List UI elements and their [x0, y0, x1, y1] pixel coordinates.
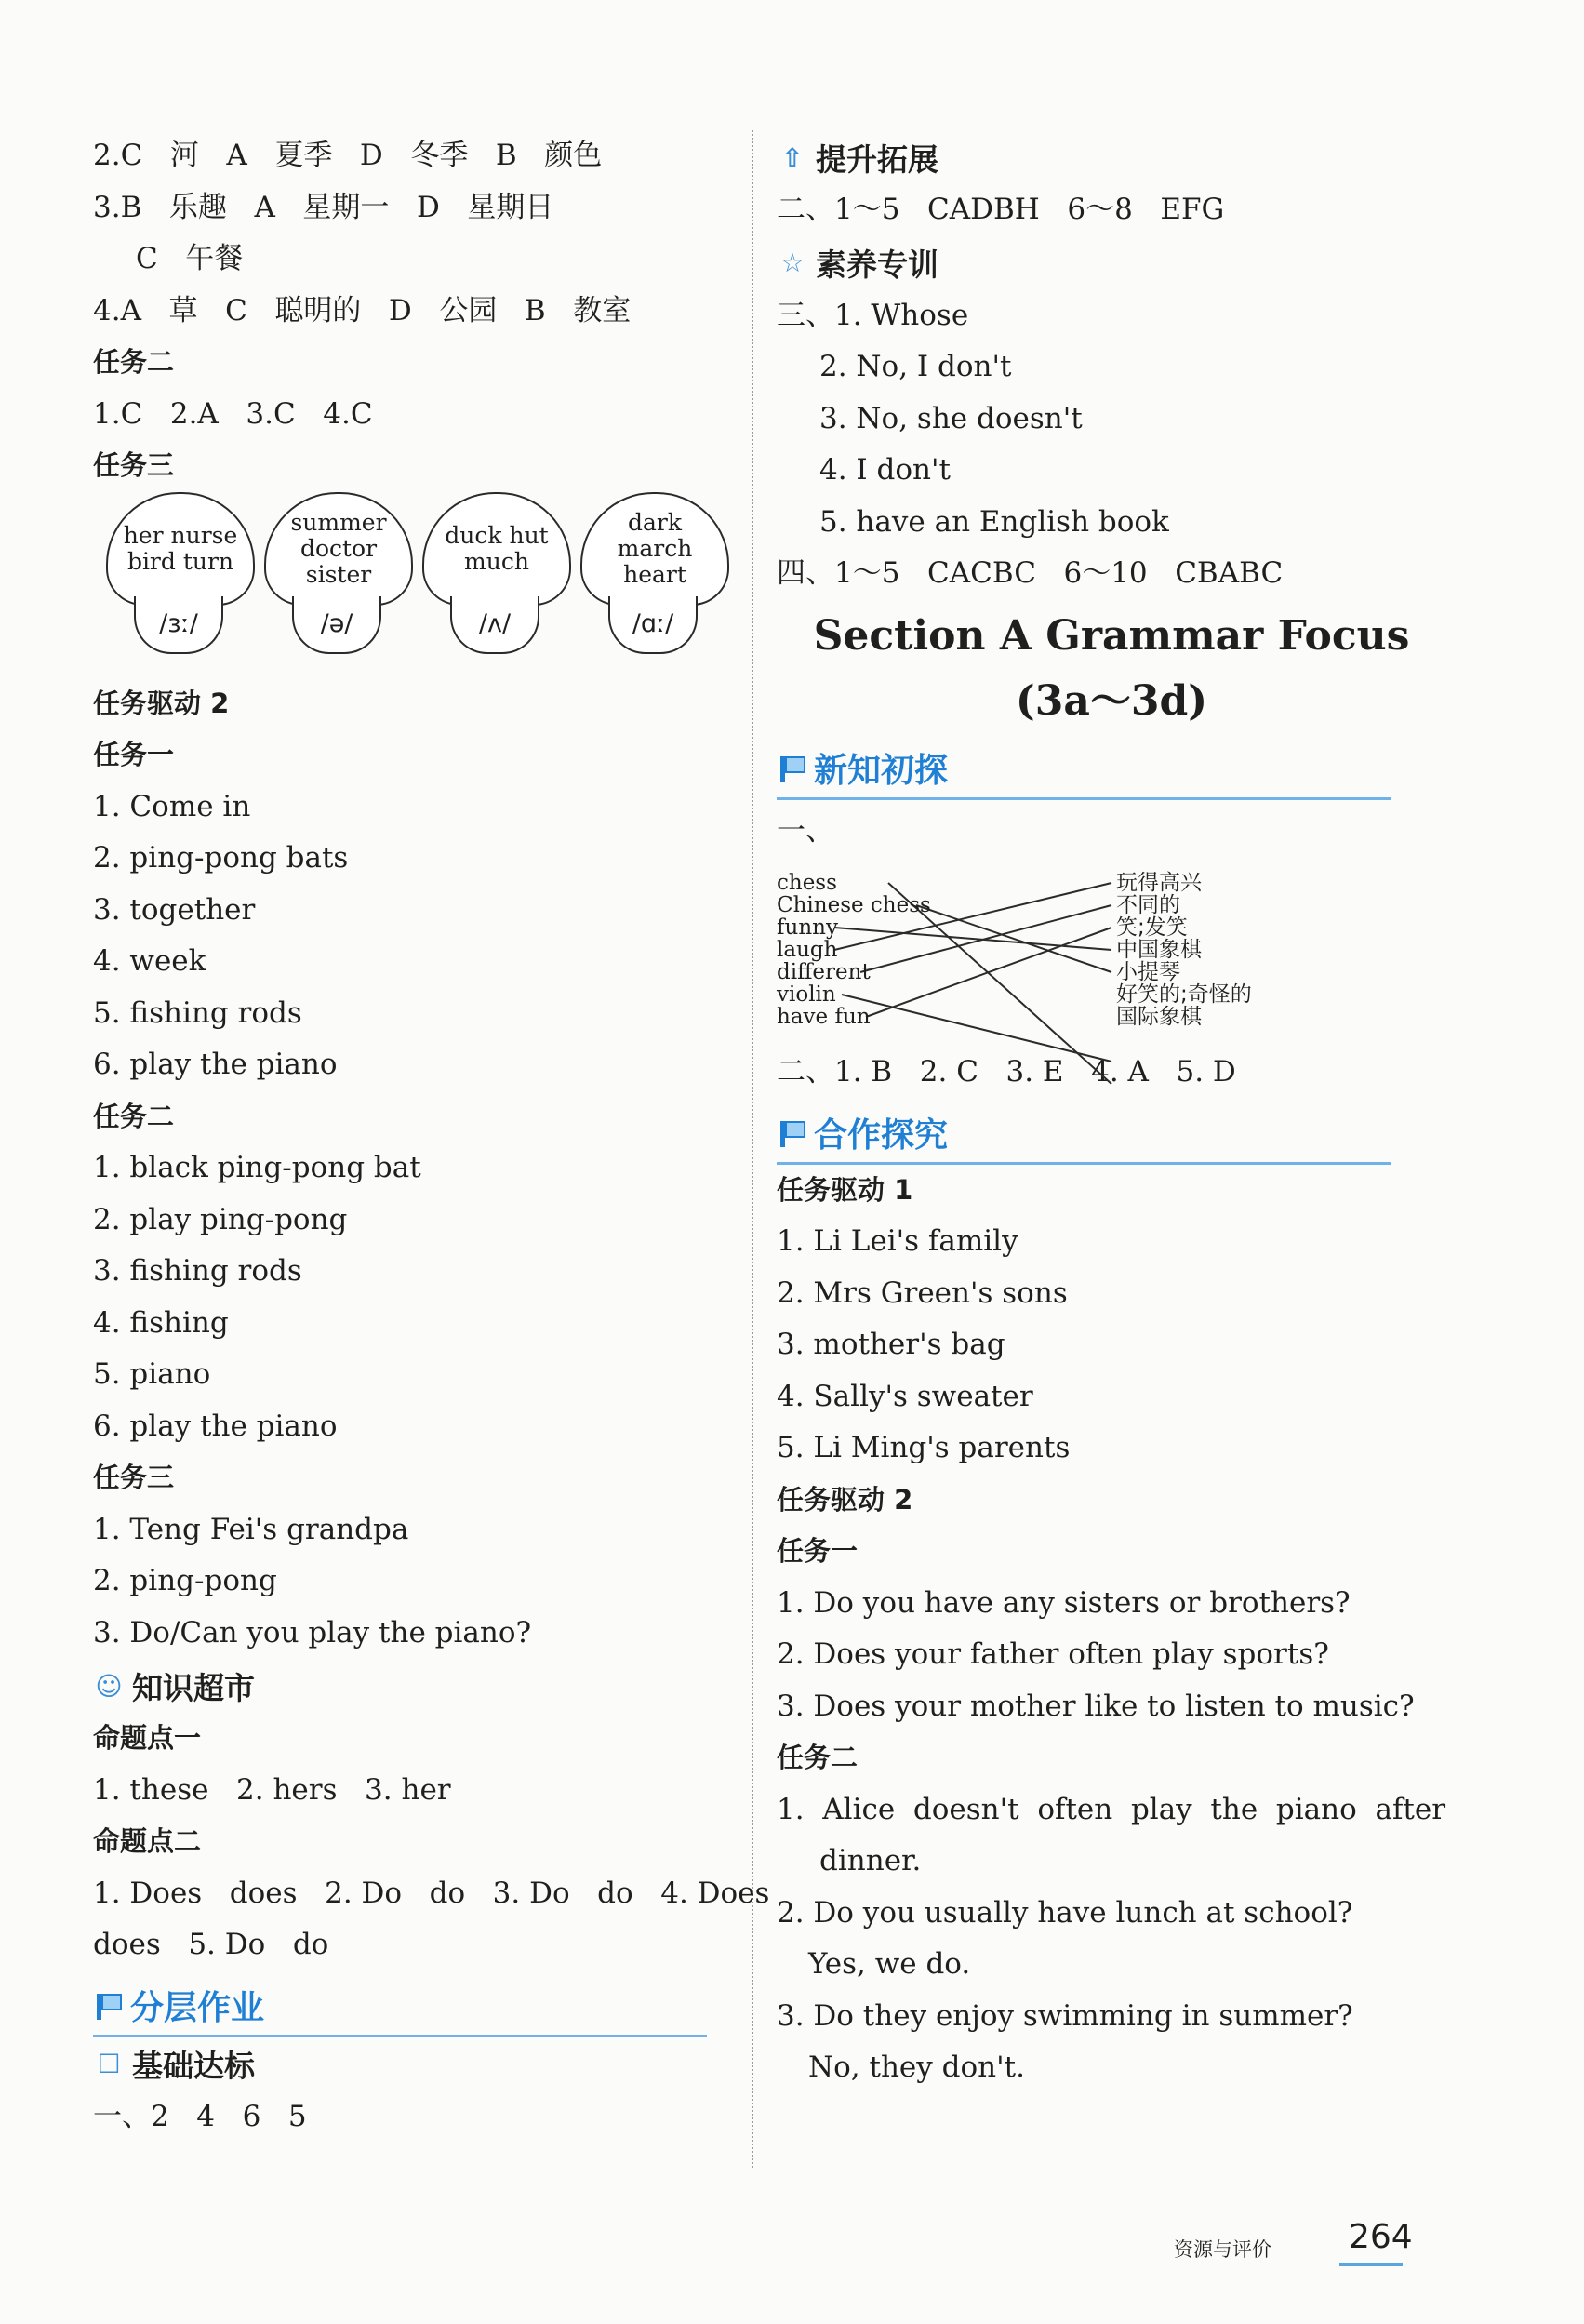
page-number-underline — [1339, 2263, 1403, 2266]
page-number: 264 — [1349, 2218, 1413, 2256]
answer-line: 6. play the piano — [93, 1048, 338, 1081]
lock-icon: ☐ — [97, 2049, 121, 2079]
answer-line: 3.B 乐趣 A 星期一 D 星期日 — [93, 190, 554, 224]
mushroom-cap — [580, 492, 729, 606]
answer-line: 2. No, I don't — [819, 350, 1012, 383]
answer-line: 1. Do you have any sisters or brothers? — [777, 1585, 1351, 1620]
mushroom-stem: /ɑː/ — [608, 596, 698, 654]
section-banner-layered — [93, 1977, 707, 2037]
match-word: have fun — [777, 1005, 871, 1029]
mushroom-stem: /ə/ — [292, 596, 381, 654]
match-meaning: 玩得高兴 — [1116, 871, 1202, 895]
answer-line: 3. Do/Can you play the piano? — [93, 1615, 532, 1650]
matching-exercise — [777, 862, 1298, 1114]
section-heading-expand — [777, 130, 1446, 184]
task-heading: 任务三 — [93, 449, 175, 481]
answer-line: 3. Does your mother like to listen to music? — [777, 1689, 1415, 1723]
mushroom-stem: /ʌ/ — [450, 596, 539, 654]
match-word: violin — [777, 982, 836, 1007]
task-heading: 任务驱动 2 — [93, 687, 230, 719]
banner-label: 合作探究 — [814, 1116, 949, 1155]
right-column — [777, 130, 1446, 2094]
answer-line: 4. week — [93, 944, 206, 978]
word-group: heart — [623, 560, 686, 588]
answer-line: 1. these 2. hers 3. her — [93, 1772, 451, 1807]
section-heading-label: 提升拓展 — [816, 140, 938, 178]
answer-line: 4. I don't — [819, 453, 951, 487]
section-heading-label: 基础达标 — [132, 2048, 255, 2084]
banner-label: 新知初探 — [814, 752, 949, 790]
section-heading-basic — [93, 2037, 735, 2091]
section-title: Section A Grammar Focus — [813, 611, 1410, 660]
answer-line: 5. have an English book — [819, 504, 1169, 539]
answer-line: 2. play ping-pong — [93, 1202, 348, 1236]
flag-icon — [93, 1990, 123, 2022]
task-heading: 任务二 — [93, 1100, 175, 1132]
footer-label: 资源与评价 — [1174, 2238, 1271, 2261]
answer-line: 2. Do you usually have lunch at school? — [777, 1895, 1353, 1930]
answer-line: 1. Li Lei's family — [777, 1224, 1018, 1258]
section-heading-label: 素养专训 — [816, 247, 938, 283]
answer-line: 5. Li Ming's parents — [777, 1431, 1071, 1464]
person-icon: ☺ — [95, 1670, 123, 1702]
match-meaning: 好笑的;奇怪的 — [1116, 982, 1252, 1007]
flag-icon — [777, 1117, 806, 1149]
answer-line: No, they don't. — [808, 2050, 1025, 2084]
answer-line: 一、2 4 6 5 — [93, 2099, 307, 2133]
task-heading: 任务三 — [93, 1462, 175, 1493]
match-word: funny — [777, 915, 838, 940]
answer-line: C 午餐 — [136, 242, 244, 275]
answer-line: 2. ping-pong bats — [93, 841, 349, 875]
mushroom-stem: /ɜː/ — [134, 596, 223, 654]
task-heading: 命题点二 — [93, 1825, 202, 1857]
mushroom-cap — [264, 492, 413, 606]
answer-line: 4.A 草 C 聪明的 D 公园 B 教室 — [93, 293, 632, 327]
answer-line: 2. ping-pong — [93, 1564, 277, 1597]
answer-line: 3. No, she doesn't — [819, 401, 1083, 435]
answer-line: 6. play the piano — [93, 1409, 338, 1443]
task-heading: 任务驱动 2 — [777, 1483, 913, 1516]
match-word: chess — [777, 871, 837, 895]
word-group: much — [464, 547, 529, 575]
answer-line: does 5. Do do — [93, 1928, 329, 1961]
column-divider — [752, 130, 753, 2168]
word-group: sister — [305, 560, 372, 588]
answer-line: 三、1. Whose — [777, 298, 969, 332]
match-word: laugh — [777, 938, 838, 962]
match-meaning: 小提琴 — [1116, 960, 1180, 984]
answer-line: 5. piano — [93, 1357, 211, 1391]
answer-line: 二、1. B 2. C 3. E 4. A 5. D — [777, 1055, 1236, 1089]
answer-line: Yes, we do. — [808, 1947, 971, 1981]
question-label: 一、 — [777, 813, 834, 848]
phonics-mushrooms — [93, 492, 735, 678]
match-meaning: 笑;发笑 — [1116, 915, 1188, 940]
arrow-up-icon: ⇧ — [781, 141, 804, 173]
task-heading: 任务一 — [777, 1535, 859, 1567]
match-word: Chinese chess — [777, 893, 931, 917]
answer-line: 二、1～5 CADBH 6～8 EFG — [777, 193, 1225, 226]
left-column — [93, 130, 770, 2143]
answer-line: 3. Do they enjoy swimming in summer? — [777, 1998, 1353, 2033]
mushroom — [422, 492, 571, 669]
match-meaning: 不同的 — [1116, 893, 1180, 917]
mushroom — [106, 492, 255, 669]
answer-line: 1.C 2.A 3.C 4.C — [93, 396, 373, 431]
match-word: different — [777, 960, 871, 984]
word-group: doctor — [299, 534, 378, 562]
task-heading: 任务二 — [93, 346, 175, 378]
word-group: duck hut — [445, 521, 549, 549]
answer-line: 3. mother's bag — [777, 1328, 1005, 1361]
answer-line: 1. Come in — [93, 789, 251, 823]
mushroom — [264, 492, 413, 669]
task-heading: 命题点一 — [93, 1722, 202, 1754]
answer-line: 4. fishing — [93, 1305, 229, 1340]
answer-line: 5. fishing rods — [93, 995, 302, 1030]
answer-line: 1. Teng Fei's grandpa — [93, 1512, 409, 1546]
answer-line: 2. Does your father often play sports? — [777, 1637, 1329, 1671]
section-heading-label: 知识超市 — [132, 1669, 255, 1706]
match-meaning: 中国象棋 — [1116, 938, 1202, 962]
match-meaning: 国际象棋 — [1116, 1005, 1202, 1029]
section-banner-new — [777, 740, 1391, 800]
mushroom-cap — [422, 492, 571, 606]
task-heading: 任务一 — [93, 739, 175, 770]
section-heading-quality — [777, 236, 1446, 290]
answer-line: 2.C 河 A 夏季 D 冬季 B 颜色 — [93, 139, 603, 172]
flag-icon — [777, 753, 806, 784]
section-subtitle: (3a～3d) — [1015, 676, 1208, 725]
word-group: summer — [290, 508, 387, 536]
banner-label: 分层作业 — [130, 1989, 265, 2027]
mushroom — [580, 492, 729, 669]
answer-line: 4. Sally's sweater — [777, 1379, 1033, 1413]
word-group: march — [617, 534, 693, 562]
answer-line: 1. black ping-pong bat — [93, 1151, 421, 1184]
word-group: dark — [627, 508, 682, 536]
answer-line: 1. Does does 2. Do do 3. Do do 4. Does — [93, 1876, 770, 1910]
word-group: her nurse — [123, 521, 238, 549]
answer-line: dinner. — [819, 1844, 922, 1877]
task-heading: 任务二 — [777, 1742, 859, 1773]
task-heading: 任务驱动 1 — [777, 1173, 913, 1206]
answer-line: 2. Mrs Green's sons — [777, 1276, 1068, 1310]
answer-line: 3. together — [93, 892, 256, 927]
star-icon: ☆ — [780, 247, 805, 278]
answer-line: 1. Alice doesn't often play the piano after — [777, 1792, 1446, 1826]
answer-line: 四、1～5 CACBC 6～10 CBABC — [777, 556, 1284, 590]
mushroom-cap — [106, 492, 255, 606]
section-heading-market — [93, 1659, 735, 1713]
word-group: bird turn — [126, 547, 234, 575]
answer-line: 3. fishing rods — [93, 1254, 302, 1288]
